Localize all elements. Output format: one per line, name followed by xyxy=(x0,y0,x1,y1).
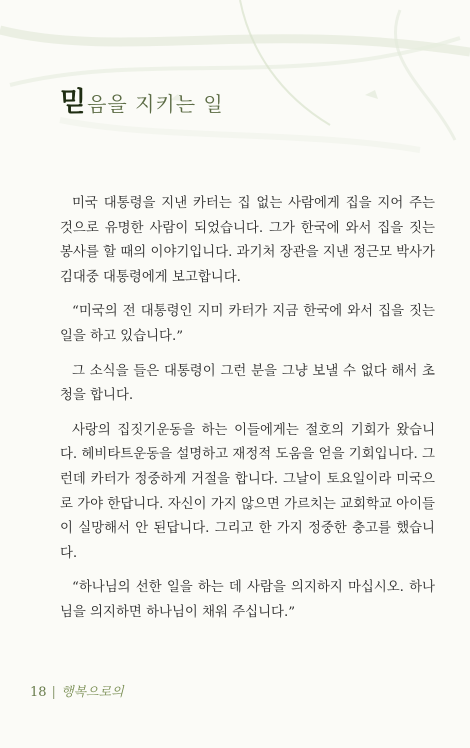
paragraph: “하나님의 선한 일을 하는 데 사람을 의지하지 마십시오. 하나님을 의지하면 하나님이 채워 주십니다.” xyxy=(60,580,435,620)
paragraph: 사랑의 집짓기운동을 하는 이들에게는 절호의 기회가 왔습니다. 헤비타트운동을 설명하고 재정적 도움을 얻을 기회입니다. 그런데 카터가 정중하게 거절을 합니다. 그날이 토요일이라 미국으로 가야 한답니다. 자신이 가지 않으면 가르치는 교회학교 아이들이 실망해서 안 된답니다. 그리고 한 가지 정중한 충고를 했습니다. xyxy=(60,422,435,561)
paragraph: “미국의 전 대통령인 지미 카터가 지금 한국에 와서 집을 짓는 일을 하고 있습니다.” xyxy=(60,304,435,344)
title-rest: 음을 지키는 일 xyxy=(87,92,224,116)
page-footer xyxy=(30,681,124,700)
footer-separator: | xyxy=(51,685,56,700)
page-title xyxy=(60,80,224,119)
paragraph: 미국 대통령을 지낸 카터는 집 없는 사람에게 집을 지어 주는 것으로 유명한 사람이 되었습니다. 그가 한국에 와서 집을 짓는 봉사를 할 때의 이야기입니다. 과기처 장관을 지낸 정근모 박사가 김대중 대통령에게 보고합니다. xyxy=(60,196,435,285)
paragraph: 그 소식을 들은 대통령이 그런 분을 그냥 보낼 수 없다 해서 초청을 합니다. xyxy=(60,363,435,404)
page-number: 18 xyxy=(30,685,47,700)
body-text xyxy=(60,192,435,636)
book-title: 행복으로의 xyxy=(60,685,124,700)
title-first-char: 믿 xyxy=(60,87,88,118)
